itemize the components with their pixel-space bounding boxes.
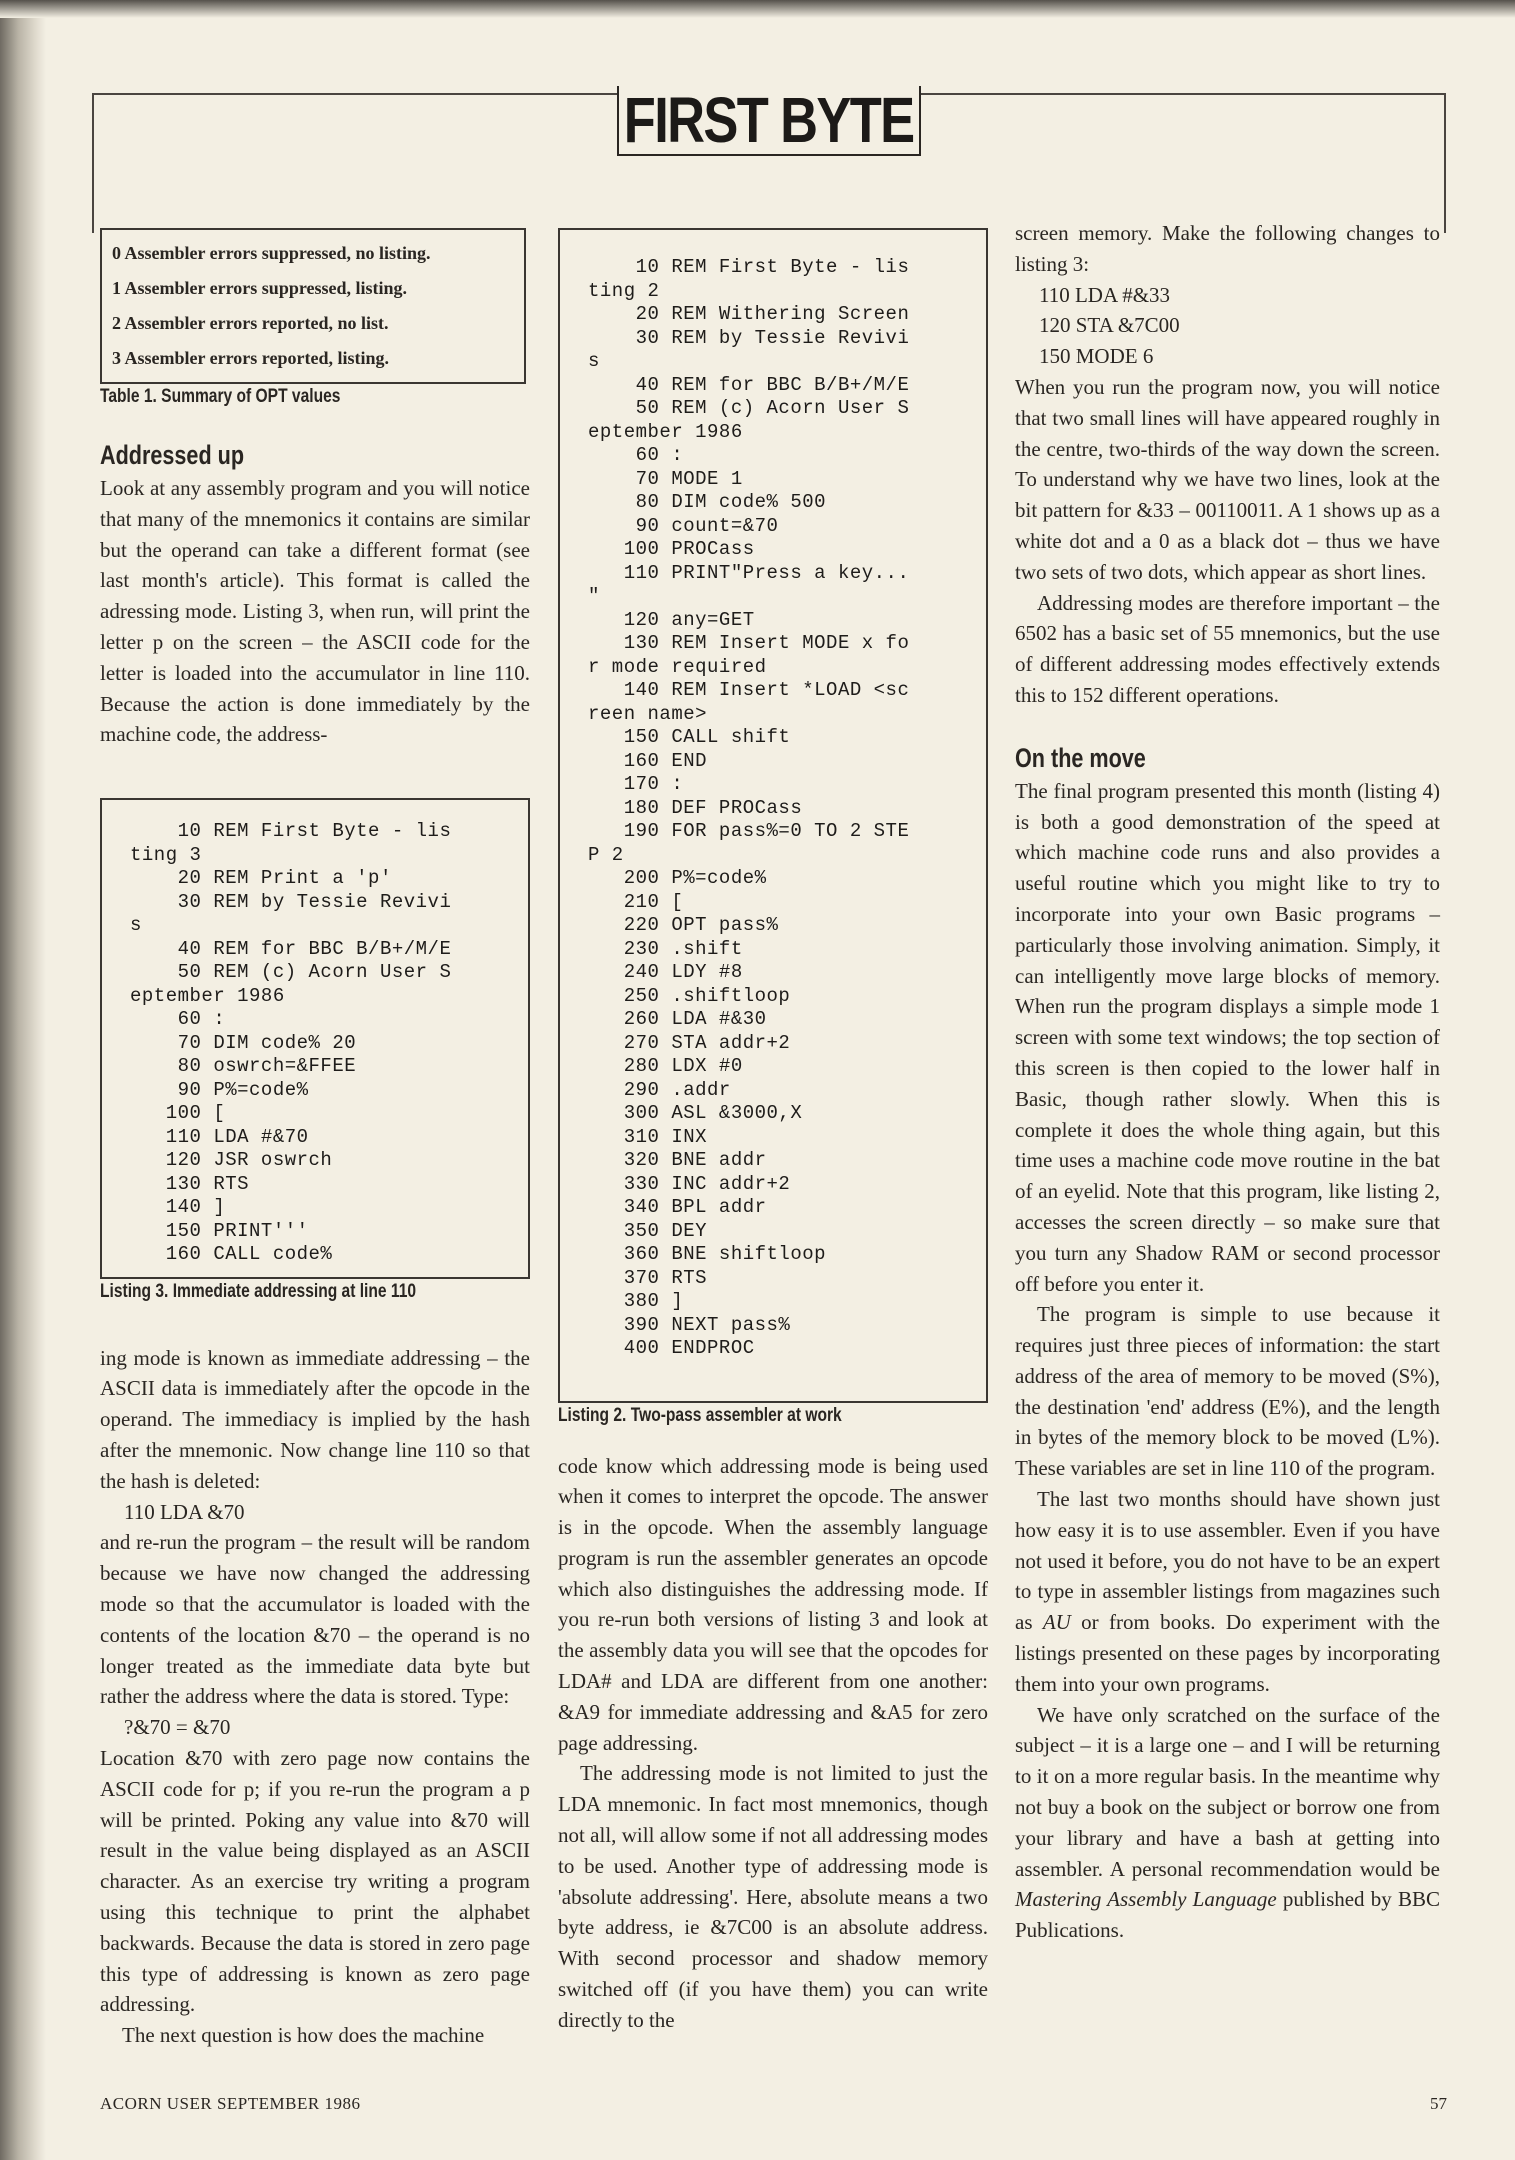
- text-run: We have only scratched on the surface of the subject – it is a large one – and I will be returning to it on a more regular basis. In the meantime why not buy a book on the subject or borrow one from your library and have a bash at getting into assembler. A personal recommendation would be: [1015, 1702, 1440, 1881]
- section-heading: Addressed up: [100, 440, 245, 470]
- text-run: published by BBC Publications.: [1015, 1887, 1440, 1943]
- body-paragraph: When you run the program now, you will notice that two small lines will have appeared roughly in the centre, two-thirds of the way down the screen. To understand why we have two lines, look at the bit pattern for &33 – 00110011. A 1 shows up as a white dot and a 0 as a black dot – thus we have two sets of two dots, which appear as short lines.: [1015, 374, 1440, 584]
- body-paragraph: ing mode is known as immediate addressing – the ASCII data is immediately after the opcode in the operand. The immediacy is implied by the hash after the mnemonic. Now change line 110 so that the hash is deleted:: [100, 1345, 530, 1493]
- section-heading: On the move: [1015, 742, 1146, 773]
- frame-right-rule: [1444, 93, 1446, 233]
- listing-caption: Listing 2. Two-pass assembler at work: [558, 1404, 842, 1426]
- section-header-box: [617, 86, 921, 156]
- table-row: 0 Assembler errors suppressed, no listing.: [112, 243, 431, 263]
- page-binding-shadow: [0, 0, 46, 2160]
- code-line: 110 LDA #&33: [1039, 282, 1171, 307]
- section-title: FIRST BYTE: [624, 84, 914, 156]
- column-middle: [558, 228, 988, 2036]
- body-paragraph: The final program presented this month (listing 4) is both a good demonstration of the speed at which machine code runs and also provides a useful routine which you might like to try to incorporate into your own Basic programs – particularly those involving animation. Simply, it can intelligently move large blocks of memory. When run the program displays a simple mode 1 screen with some text windows; the top section of this screen is then copied to the lower half in Basic, though rather slowly. When this is complete it does the whole thing again, but this time uses a machine code move routine in the bat of an eyelid. Note that this program, like listing 2, accesses the screen directly – so make sure that you turn any Shadow RAM or second processor off before you enter it.: [1015, 778, 1440, 1296]
- body-paragraph: Look at any assembly program and you will notice that many of the mnemonics it contains are similar but the operand can take a different format (see last month's article). This format is called the adressing mode. Listing 3, when run, will print the letter p on the screen – the ASCII code for the letter is loaded into the accumulator in line 110. Because the action is done immediately by the machine code, the address-: [100, 476, 530, 747]
- body-paragraph: [1015, 1484, 1440, 1700]
- magazine-title: AU: [1042, 1610, 1071, 1635]
- footer-publication: ACORN USER SEPTEMBER 1986: [100, 2094, 361, 2113]
- body-paragraph: The next question is how does the machine: [122, 2023, 485, 2048]
- page-top-shadow: [0, 0, 1515, 18]
- text-run: The last two months should have shown just how easy it is to use assembler. Even if you have not used it before, you do not have to be an expert to type in assembler listings from magazines such as: [1015, 1487, 1440, 1635]
- table-caption: Table 1. Summary of OPT values: [100, 386, 341, 407]
- table-row: 1 Assembler errors suppressed, listing.: [112, 278, 408, 298]
- frame-left-rule: [92, 93, 94, 233]
- body-paragraph: code know which addressing mode is being used when it comes to interpret the opcode. The answer is in the opcode. When the assembly language program is run the assembler generates an opcode which also distinguishes the addressing mode. If you re-run both versions of listing 3 and look at the assembly data you will see that the opcodes for LDA# and LDA are different from one another: &A9 for immediate addressing and &A5 for zero page addressing.: [558, 1453, 988, 1755]
- page-number: 57: [1430, 2094, 1447, 2113]
- code-line: 150 MODE 6: [1039, 344, 1154, 369]
- table-row: 3 Assembler errors reported, listing.: [112, 348, 389, 368]
- listing-2-code: 10 REM First Byte - lis ting 2 20 REM Withering Screen 30 REM by Tessie Revivi s 40 REM for BBC B/B+/M/E 50 REM (c) Acorn User S eptember 1986 60 : 70 MODE 1 80 DIM code% 500 90 count=&70 100 PROCass 110 PRINT"Press a key... " 120 any=GET 130 REM Insert MODE x fo r mode required 140 REM Insert *LOAD <sc reen name> 150 CALL shift 160 END 170 : 180 DEF PROCass 190 FOR pass%=0 TO 2 STE P 2 200 P%=code% 210 [ 220 OPT pass% 230 .shift 240 LDY #8 250 .shiftloop 260 LDA #&30 270 STA addr+2 280 LDX #0 290 .addr 300 ASL &3000,X 310 INX 320 BNE addr 330 INC addr+2 340 BPL addr 350 DEY 360 BNE shiftloop 370 RTS 380 ] 390 NEXT pass% 400 ENDPROC: [588, 256, 910, 1359]
- column-right: [1015, 218, 1440, 1946]
- listing-3-box: [100, 798, 530, 1279]
- body-paragraph: Addressing modes are therefore important – the 6502 has a basic set of 55 mnemonics, but the use of different addressing modes effectively extends this to 152 different operations.: [1015, 590, 1440, 707]
- body-paragraph: The program is simple to use because it requires just three pieces of information: the start address of the area of memory to be moved (S%), the destination 'end' address (E%), and the length in bytes of the memory block to be moved (L%). These variables are set in line 110 of the program.: [1015, 1302, 1440, 1481]
- body-paragraph: [1015, 1700, 1440, 1946]
- code-line: 110 LDA &70: [124, 1499, 245, 1524]
- listing-2-box: [558, 228, 988, 1403]
- text-run: or from books. Do experiment with the listings presented on these pages by incorporating them into your own programs.: [1015, 1610, 1440, 1696]
- code-line: 120 STA &7C00: [1039, 313, 1180, 338]
- opt-values-table: [100, 228, 526, 384]
- body-paragraph: screen memory. Make the following changes to listing 3:: [1015, 221, 1440, 276]
- listing-3-code: 10 REM First Byte - lis ting 3 20 REM Print a 'p' 30 REM by Tessie Revivi s 40 REM for BBC B/B+/M/E 50 REM (c) Acorn User S eptember 1986 60 : 70 DIM code% 20 80 oswrch=&FFEE 90 P%=code% 100 [ 110 LDA #&70 120 JSR oswrch 130 RTS 140 ] 150 PRINT''' 160 CALL code%: [130, 820, 452, 1266]
- body-paragraph: The addressing mode is not limited to just the LDA mnemonic. In fact most mnemonics, though not all, will allow some if not all addressing modes to be used. Another type of addressing mode is 'absolute addressing'. Here, absolute means a two byte address, ie &7C00 is an absolute address. With second processor and shadow memory switched off (if you have them) you can write directly to the: [558, 1761, 988, 2032]
- body-paragraph: Location &70 with zero page now contains the ASCII code for p; if you re-run the program a p will be printed. Poking any value into &70 will result in the value being displayed as an ASCII character. As an exercise try writing a program using this technique to print the alphabet backwards. Because the data is stored in zero page this type of addressing is known as zero page addressing.: [100, 1746, 530, 2017]
- table-row: 2 Assembler errors reported, no list.: [112, 313, 389, 333]
- listing-caption: Listing 3. Immediate addressing at line 110: [100, 1280, 417, 1302]
- column-left: [100, 228, 530, 2051]
- book-title: Mastering Assembly Language: [1015, 1887, 1277, 1912]
- body-paragraph: and re-run the program – the result will be random because we have now changed the addressing mode so that the accumulator is loaded with the contents of the location &70 – the operand is no longer treated as the immediate data byte but rather the address where the data is stored. Type:: [100, 1530, 530, 1709]
- code-line: ?&70 = &70: [124, 1715, 231, 1740]
